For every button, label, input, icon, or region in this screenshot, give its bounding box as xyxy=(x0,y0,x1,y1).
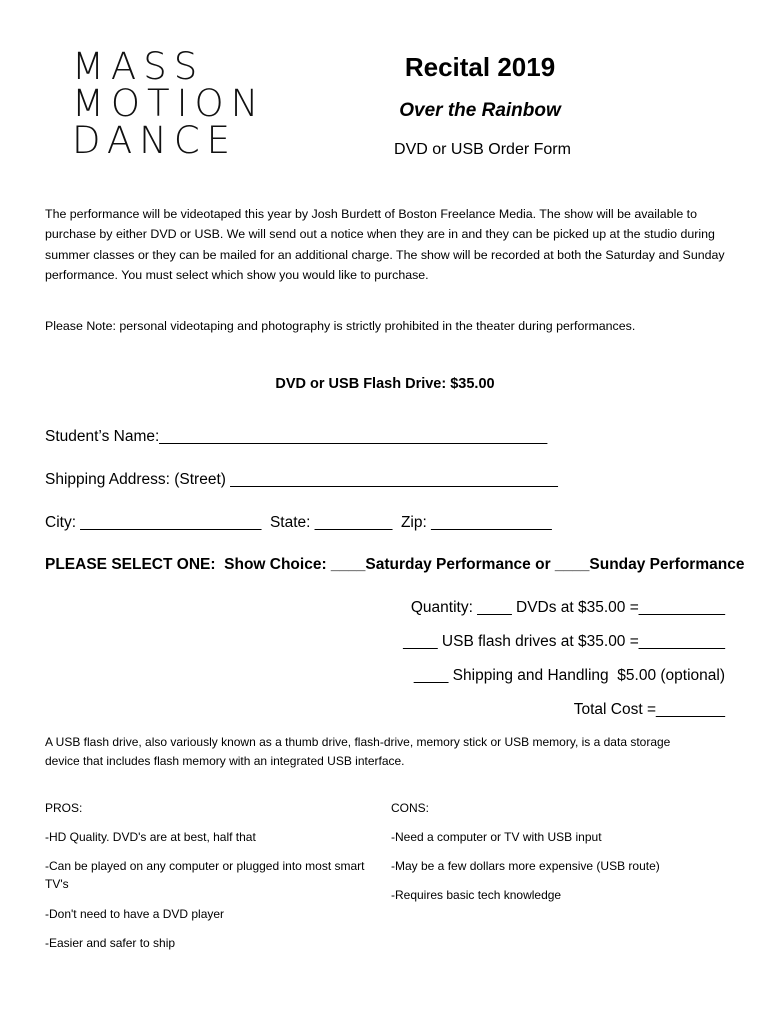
total-cost-line[interactable]: Total Cost =________ xyxy=(573,701,725,718)
shipping-address-field[interactable]: Shipping Address: (Street) ______________________________________ xyxy=(45,471,558,488)
form-name: DVD or USB Order Form xyxy=(394,141,571,158)
cons-item: -Need a computer or TV with USB input xyxy=(391,830,602,844)
shipping-handling-line[interactable]: ____ Shipping and Handling $5.00 (optional) xyxy=(413,667,725,684)
pros-item: -Don't need to have a DVD player xyxy=(45,907,225,921)
logo-line-3: DANCE xyxy=(72,119,238,162)
cons-item: -Requires basic tech knowledge xyxy=(391,888,562,902)
city-state-zip-field[interactable]: City: _____________________ State: _________ Zip: ______________ xyxy=(45,514,552,531)
recital-subtitle: Over the Rainbow xyxy=(399,100,561,121)
cons-item: -May be a few dollars more expensive (USB route) xyxy=(391,859,660,873)
intro-paragraph: The performance will be videotaped this year by Josh Burdett of Boston Freelance Media. The show will be available to purchase by either DVD or USB. We will send out a notice when they are in and they can be picked up at the studio during summer classes or they can be mailed for an additional charge. The show will be recorded at both the Saturday and Sunday performance. You must select which show you would like to purchase. xyxy=(45,207,725,283)
student-name-field[interactable]: Student’s Name:_____________________________________________ xyxy=(45,428,548,445)
pros-item: -HD Quality. DVD's are at best, half that xyxy=(45,830,256,844)
usb-quantity-line[interactable]: ____ USB flash drives at $35.00 =__________ xyxy=(403,633,725,650)
videotaping-note: Please Note: personal videotaping and photography is strictly prohibited in the theater during performances. xyxy=(45,319,636,333)
pros-item: -Can be played on any computer or plugged into most smart TV's xyxy=(45,859,365,891)
usb-description: A USB flash drive, also variously known as a thumb drive, flash-drive, memory stick or USB memory, is a data storage device that includes flash memory with an integrated USB interface. xyxy=(45,735,671,768)
logo-line-1: MASS xyxy=(72,45,205,88)
logo-line-2: MOTION xyxy=(72,82,266,125)
pros-heading: PROS: xyxy=(45,801,83,815)
page-title: Recital 2019 xyxy=(404,52,556,82)
show-choice-selection[interactable]: PLEASE SELECT ONE: Show Choice: ____Saturday Performance or ____Sunday Performance xyxy=(45,556,745,573)
mass-motion-dance-logo xyxy=(72,45,266,162)
price-heading: DVD or USB Flash Drive: $35.00 xyxy=(275,376,495,392)
pros-item: -Easier and safer to ship xyxy=(45,936,176,950)
dvd-quantity-line[interactable]: Quantity: ____ DVDs at $35.00 =__________ xyxy=(410,599,725,616)
cons-heading: CONS: xyxy=(391,801,430,815)
